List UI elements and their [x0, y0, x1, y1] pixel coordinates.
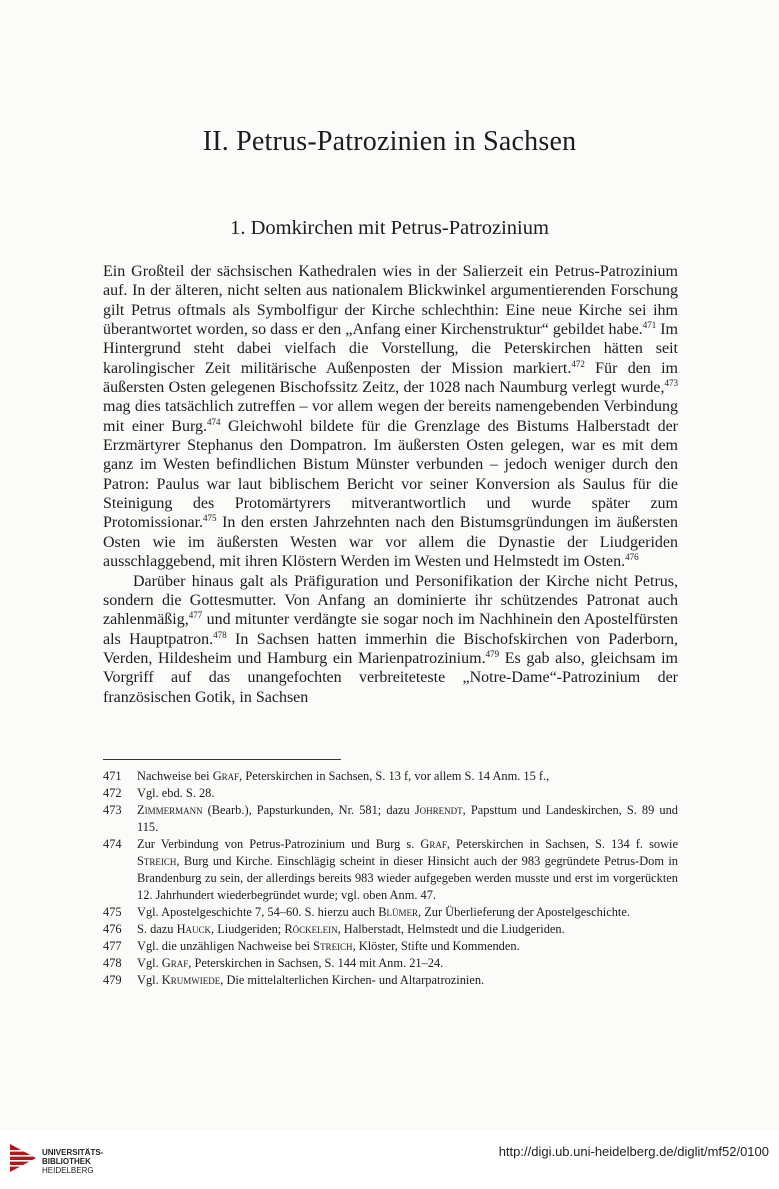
text-run: Vgl. die unzähligen Nachweise bei [137, 939, 314, 953]
footnote-reference: 476 [625, 552, 639, 563]
footnote [103, 955, 678, 972]
footnote [103, 904, 678, 921]
text-run: Ein Großteil der sächsischen Kathedralen wies in der Salierzeit ein Petrus-Patrozinium auf. In der älteren, nicht selten aus nationalem Blickwinkel argumentierenden Forschung gilt Petrus oftmals als Symbolfigur der Kirche schlechthin: Eine neue Kirche sei ihm überantwortet worden, so dass er den „Anfang einer Kirchenstruktur“ gebildet habe. [103, 263, 678, 339]
footnote-reference: 477 [188, 610, 203, 621]
footnote [103, 921, 678, 938]
footnote-number: 475 [103, 905, 122, 919]
footnote-number: 472 [103, 786, 122, 800]
footnote-reference: 474 [207, 416, 221, 427]
author-name: Hauck [176, 922, 212, 936]
text-run: , Peterskirchen in Sachsen, S. 134 f. sowie [446, 837, 678, 851]
author-name: Streich [137, 854, 177, 868]
footnote-reference: 471 [642, 320, 657, 331]
author-name: Graf [161, 956, 189, 970]
text-run: Darüber hinaus galt als Präfiguration und Personifikation der Kirche nicht Petrus, sondern die Gottesmutter. Von Anfang an dominierte ihr schützendes Patronat auch zahlenmäßig, [103, 572, 678, 629]
logo-line: UNIVERSITÄTS- [42, 1148, 104, 1157]
text-run: (Bearb.), Papsturkunden, Nr. 581; dazu [202, 803, 415, 817]
footnote [103, 836, 678, 904]
text-run: , Peterskirchen in Sachsen, S. 13 f, vor allem S. 14 Anm. 15 f., [239, 769, 550, 783]
body-text [103, 262, 678, 707]
author-name: Krumwiede [161, 973, 221, 987]
footnote-number: 478 [103, 956, 122, 970]
text-run: Nachweise bei [137, 769, 213, 783]
section-title: 1. Domkirchen mit Petrus-Patrozinium [230, 217, 549, 239]
footnote-reference: 475 [203, 513, 217, 524]
footnote-number: 476 [103, 922, 122, 936]
text-run: In den ersten Jahrzehnten nach den Bistumsgründungen im äußersten Osten wie im äußersten Westen war vor allem die Dynastie der Liudgeriden ausschlaggebend, mit ihren Klöstern Werden im Westen und Helmstedt im Osten. [103, 514, 678, 571]
footnote-reference: 473 [664, 378, 678, 389]
text-run: und mitunter verdängte sie sogar noch im Nachhinein den Apostelfürsten als Hauptpatron. [103, 611, 678, 648]
text-run: Vgl. ebd. S. 28. [137, 786, 215, 800]
text-run: , Halberstadt, Helmstedt und die Liudgeriden. [337, 922, 565, 936]
text-run: Zur Verbindung von Petrus-Patrozinium und Burg s. [137, 837, 421, 851]
text-run: , Peterskirchen in Sachsen, S. 144 mit Anm. 21–24. [188, 956, 444, 970]
footnote [103, 785, 678, 802]
author-name: Blümer [378, 905, 418, 919]
footnote [103, 802, 678, 836]
footnote-number: 474 [103, 837, 122, 851]
text-run: Für den im äußersten Osten gelegenen Bischofssitz Zeitz, der 1028 nach Naumburg verlegt wurde, [103, 359, 679, 397]
text-run: , Burg und Kirche. Einschlägig scheint in dieser Hinsicht auch der 983 gegründete Petrus-Dom in Brandenburg zu sein, der allerdings bereits 983 wieder aufgegeben werden musste und erst im vorgerückten 12. Jahrhundert wiederbegründet wurde; vgl. oben Anm. 47. [137, 854, 678, 902]
text-run: Vgl. [137, 973, 162, 987]
text-run: mag dies tatsächlich zutreffen – vor allem wegen der bereits namengebenden Verbindung mit einer Burg. [103, 398, 678, 435]
text-run: , Papsttum und Landeskirchen, S. 89 und 115. [137, 803, 678, 834]
footnote-number: 477 [103, 939, 122, 953]
footnotes [103, 768, 678, 989]
text-run: Vgl. [137, 956, 162, 970]
footnote-number: 471 [103, 769, 122, 783]
author-name: Streich [313, 939, 353, 953]
author-name: Graf [212, 769, 240, 783]
logo-line: HEIDELBERG [42, 1166, 94, 1175]
paragraph [103, 262, 678, 572]
logo-line: BIBLIOTHEK [42, 1157, 91, 1166]
footnote-divider [103, 759, 341, 760]
text-run: Vgl. Apostelgeschichte 7, 54–60. S. hierzu auch [137, 905, 379, 919]
library-logo-text[interactable] [42, 1148, 103, 1175]
footnote-reference: 478 [213, 629, 227, 640]
text-run: Im Hintergrund steht dabei vielfach die Vorstellung, die Peterskirchen hätten seit karolingischer Zeit militärische Außenposten der Mission markiert. [103, 321, 678, 377]
text-run: , Die mittelalterlichen Kirchen- und Altarpatrozinien. [220, 973, 485, 987]
text-run: In Sachsen hatten immerhin die Bischofskirchen von Paderborn, Verden, Hildesheim und Hamburg ein Marienpatrozinium. [103, 630, 679, 667]
footnote-number: 473 [103, 803, 122, 817]
text-run: Gleichwohl bildete für die Grenzlage des Bistums Halberstadt der Erzmärtyrer Stephanus den Dompatron. Im äußersten Osten gelegen, war es mit dem ganz im Westen befindlichen Bistum Münster verbunden – jedoch weniger durch den Patron: Paulus war laut biblischem Bericht vor seiner Konversion als Saulus für die Steinigung des Protomärtyrers mitverantwortlich und wurde später zum Protomissionar. [103, 417, 679, 532]
author-name: Johrendt [414, 803, 463, 817]
footer-bar [0, 1130, 779, 1189]
paragraph [103, 572, 678, 707]
page-url-link[interactable]: http://digi.ub.uni-heidelberg.de/diglit/mf52/0100 [498, 1144, 769, 1159]
footnote-number: 479 [103, 973, 122, 987]
author-name: Graf [420, 837, 447, 851]
footnote [103, 768, 678, 785]
footnote-reference: 479 [485, 648, 500, 659]
text-run: , Zur Überlieferung der Apostelgeschichte. [418, 905, 630, 919]
text-run: Es gab also, gleichsam im Vorgriff auf das unangefochten verbreiteteste „Notre-Dame“-Patrozinium der französischen Gotik, in Sachsen [103, 649, 679, 706]
text-run: , Liudgeriden; [211, 922, 285, 936]
text-run: S. dazu [137, 922, 177, 936]
footnote-reference: 472 [571, 358, 585, 369]
university-library-logo-icon [8, 1138, 38, 1178]
footnote [103, 972, 678, 989]
chapter-title: II. Petrus-Patrozinien in Sachsen [202, 126, 577, 157]
footnote [103, 938, 678, 955]
text-run: , Klöster, Stifte und Kommenden. [352, 939, 520, 953]
author-name: Zimmermann [137, 803, 203, 817]
author-name: Röckelein [284, 922, 338, 936]
